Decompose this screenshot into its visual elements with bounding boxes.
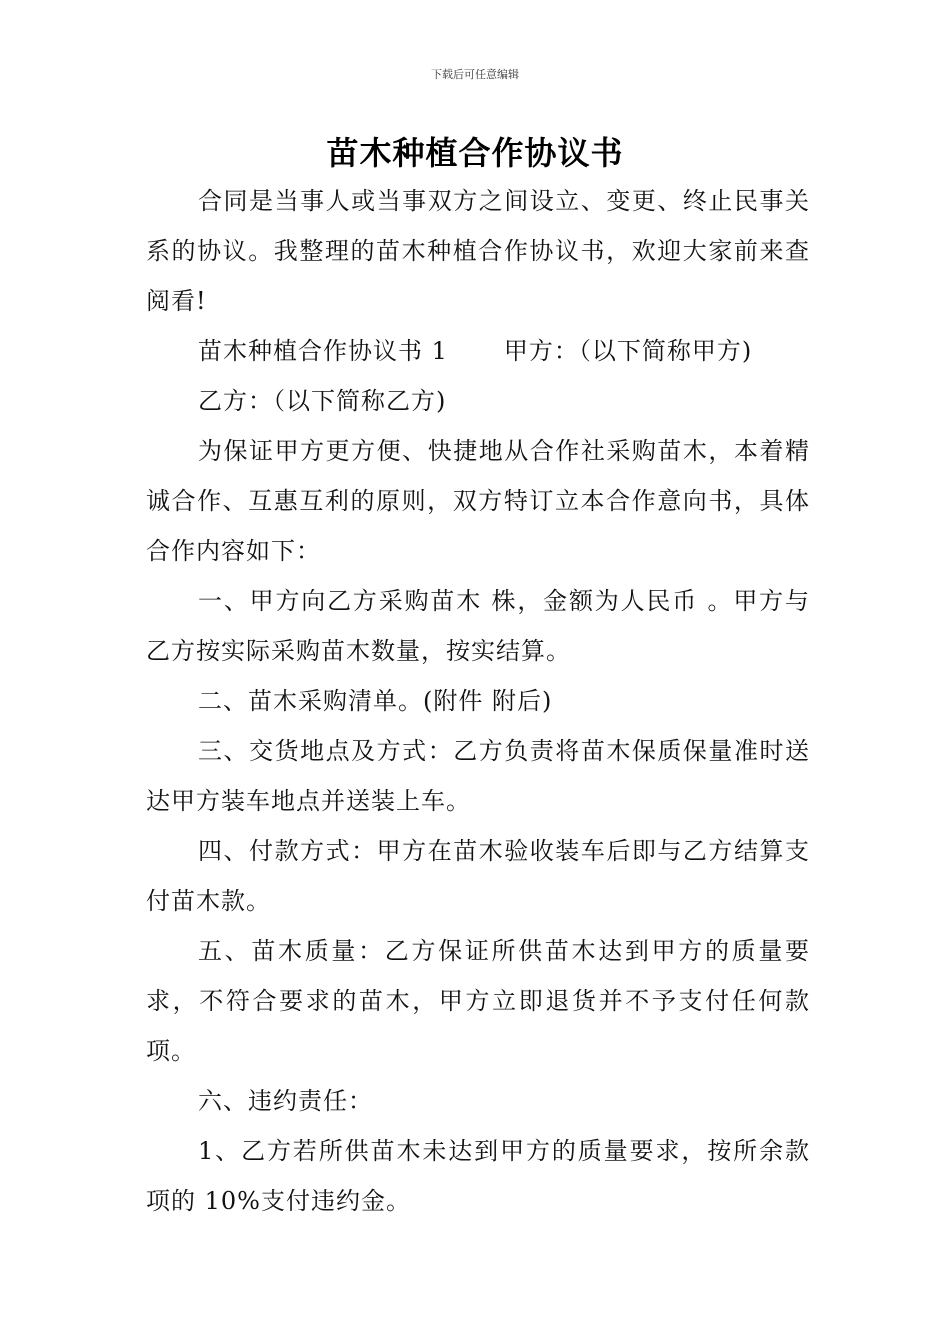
paragraph-intro: 合同是当事人或当事双方之间设立、变更、终止民事关系的协议。我整理的苗木种植合作协议书，欢迎大家前来查阅看! (146, 187, 810, 315)
paragraph-clause-4: 四、付款方式：甲方在苗木验收装车后即与乙方结算支付苗木款。 (146, 837, 810, 915)
paragraph-clause-6: 六、违约责任： (198, 1087, 373, 1115)
paragraph-purpose: 为保证甲方更方便、快捷地从合作社采购苗木，本着精诚合作、互惠互利的原则，双方特订立本合作意向书，具体合作内容如下： (146, 437, 810, 565)
paragraph-subtitle-party-a (146, 326, 810, 376)
sub-title: 苗木种植合作协议书 1 (198, 337, 448, 365)
paragraph-party-b: 乙方：（以下简称乙方) (198, 387, 447, 415)
paragraph-clause-2: 二、苗木采购清单。(附件 附后) (198, 687, 553, 715)
header-note: 下载后可任意编辑 (431, 68, 519, 81)
paragraph-clause-3: 三、交货地点及方式：乙方负责将苗木保质保量准时送达甲方装车地点并送装上车。 (146, 737, 810, 815)
document-title: 苗木种植合作协议书 (326, 134, 624, 172)
paragraph-clause-6-1: 1、乙方若所供苗木未达到甲方的质量要求，按所余款项的 10%支付违约金。 (146, 1137, 810, 1215)
document-body (146, 176, 810, 1226)
paragraph-clause-1: 一、甲方向乙方采购苗木 株，金额为人民币 。甲方与乙方按实际采购苗木数量，按实结算。 (146, 587, 810, 665)
paragraph-clause-5: 五、苗木质量：乙方保证所供苗木达到甲方的质量要求，不符合要求的苗木，甲方立即退货并不予支付任何款项。 (146, 937, 810, 1065)
party-a: 甲方：（以下简称甲方) (503, 337, 753, 365)
